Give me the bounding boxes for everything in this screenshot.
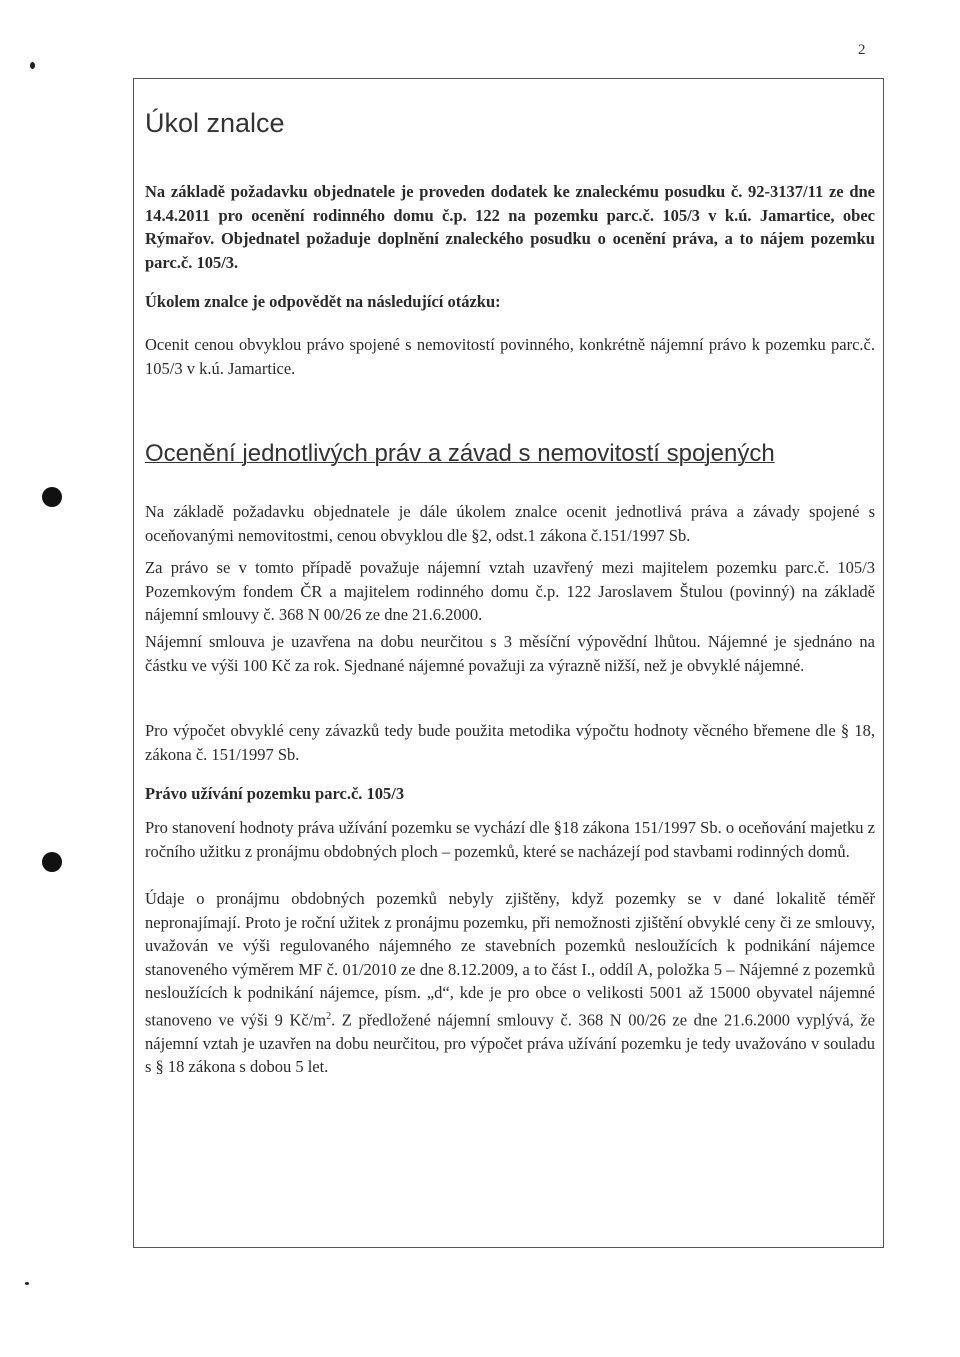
land-use-paragraph-2 [145, 887, 875, 1079]
valuation-paragraph-2: Za právo se v tomto případě považuje nájemní vztah uzavřený mezi majitelem pozemku parc.č. 105/3 Pozemkovým fondem ČR a majitelem rodinného domu č.p. 122 Jaroslavem Štulou (povinný) na základě nájemní smlouvy č. 368 N 00/26 ze dne 21.6.2000. [145, 558, 875, 624]
question-heading: Úkolem znalce je odpovědět na následující otázku: [145, 292, 501, 311]
page-number: 2 [858, 42, 866, 58]
land-use-paragraph-2-end: . Z předložené nájemní smlouvy č. 368 N 00/26 ze dne 21.6.2000 vyplývá, že nájemní vztah je uzavřen na dobu neurčitou, pro výpočet práva užívání pozemku je tedy uvažováno v souladu s § 18 zákona s dobou 5 let. [145, 1010, 876, 1076]
superscript: 2 [326, 1010, 332, 1022]
task-intro: Na základě požadavku objednatele je proveden dodatek ke znaleckému posudku č. 92-3137/11 ze dne 14.4.2011 pro ocenění rodinného domu č.p. 122 na pozemku parc.č. 105/3 v k.ú. Jamartice, obec Rýmařov. Objednatel požaduje doplnění znaleckého posudku o ocenění práva, a to nájem pozemku parc.č. 105/3. [145, 182, 875, 272]
valuation-title: Ocenění jednotlivých práv a závad s nemovitostí spojených [145, 440, 775, 467]
land-use-heading: Právo užívání pozemku parc.č. 105/3 [145, 784, 405, 803]
binder-hole-top [42, 487, 62, 507]
task-title: Úkol znalce [145, 108, 285, 138]
binder-hole-bottom [42, 852, 62, 872]
valuation-paragraph-4: Pro výpočet obvyklé ceny závazků tedy bude použita metodika výpočtu hodnoty věcného břemene dle § 18, zákona č. 151/1997 Sb. [145, 721, 875, 764]
land-use-paragraph-2-text: Údaje o pronájmu obdobných pozemků nebyly zjištěny, když pozemky se v dané lokalitě téměř nepronajímají. Proto je roční užitek z pronájmu pozemku, při nemožnosti zjištění obvyklé ceny či ze smlouvy, uvažován ve výši regulovaného nájemného ze stavebních pozemků nesloužících k podnikání nájemce stanoveného výměrem MF č. 01/2010 ze dne 8.12.2009, a to část I., oddíl A, položka 5 – Nájemné z pozemků nesloužících k podnikání nájemce, písm. „d“, kde je pro obce o velikosti 5001 až 15000 obyvatel nájemné stanoveno ve výši 9 Kč/m [145, 889, 875, 1029]
valuation-paragraph-3: Nájemní smlouva je uzavřena na dobu neurčitou s 3 měsíční výpovědní lhůtou. Nájemné je sjednáno na částku ve výši 100 Kč za rok. Sjednané nájemné považuji za výrazně nižší, než je obvyklé nájemné. [145, 632, 875, 675]
land-use-paragraph-1: Pro stanovení hodnoty práva užívání pozemku se vychází dle §18 zákona 151/1997 Sb. o oceňování majetku z ročního užitku z pronájmu obdobných ploch – pozemků, které se nacházejí pod stavbami rodinných domů. [145, 818, 875, 861]
scan-mark [30, 62, 35, 69]
scan-mark [25, 1282, 29, 1285]
question-text: Ocenit cenou obvyklou právo spojené s nemovitostí povinného, konkrétně nájemní právo k pozemku parc.č. 105/3 v k.ú. Jamartice. [145, 335, 875, 378]
valuation-paragraph-1: Na základě požadavku objednatele je dále úkolem znalce ocenit jednotlivá práva a závady spojené s oceňovanými nemovitostmi, cenou obvyklou dle §2, odst.1 zákona č.151/1997 Sb. [145, 502, 875, 545]
